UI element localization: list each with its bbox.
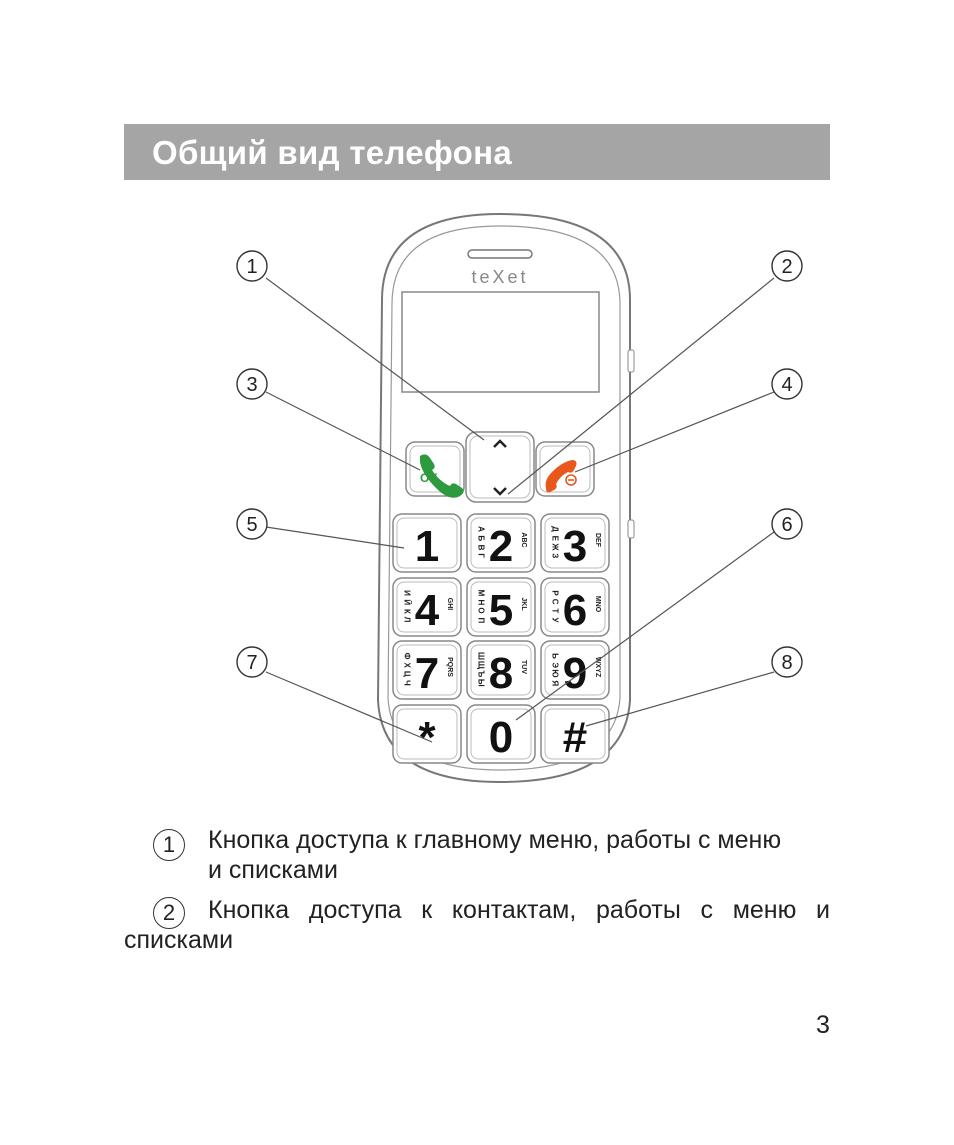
key-cyrillic-letters: Ф Х Ц Ч [402, 652, 412, 686]
svg-text:4: 4 [781, 374, 793, 396]
callout-6 [772, 509, 802, 539]
key-cyrillic-letters: М Н О П [476, 589, 486, 623]
key-7[interactable] [393, 641, 461, 699]
key-cyrillic-letters: Ь Э Ю Я [550, 653, 560, 686]
key-digit: 9 [562, 649, 588, 698]
key-digit: 7 [414, 649, 440, 698]
brand-logo: teXet [471, 267, 529, 287]
key-latin-letters: ABC [520, 532, 527, 548]
key-cyrillic-letters: А Б В Г [476, 526, 486, 559]
earpiece-speaker [468, 250, 532, 258]
key-latin-letters: JKL [520, 597, 527, 611]
svg-text:2: 2 [781, 256, 793, 278]
key-3[interactable] [541, 514, 609, 572]
key-latin-letters: PQRS [446, 657, 453, 677]
key-cyrillic-letters: Ш Щ Ъ Ы [476, 651, 486, 687]
legend-number-2: 2 [153, 897, 185, 929]
key-9[interactable] [541, 641, 609, 699]
page-title: Общий вид телефона [152, 134, 513, 171]
key-latin-letters: MNO [594, 595, 601, 613]
display-screen [402, 292, 599, 392]
key-latin-letters: TUV [520, 660, 527, 674]
key-latin-letters: WXYZ [594, 656, 601, 678]
svg-text:7: 7 [246, 652, 258, 674]
key-digit: * [418, 713, 436, 762]
callout-2 [772, 251, 802, 281]
legend-text-1-line2: и списками [208, 856, 338, 884]
svg-text:6: 6 [781, 514, 793, 536]
key-cyrillic-letters: Р С Т У [550, 590, 560, 623]
key-5[interactable] [467, 578, 535, 636]
callout-1 [237, 251, 267, 281]
ok-label: OK [420, 471, 438, 485]
key-6[interactable] [541, 578, 609, 636]
key-digit: 8 [488, 649, 514, 698]
key-digit: 6 [562, 586, 588, 635]
key-latin-letters: GHI [446, 597, 453, 611]
key-digit: 2 [488, 522, 514, 571]
key-latin-letters: DEF [594, 533, 601, 547]
key-digit: 4 [414, 586, 440, 635]
key-8[interactable] [467, 641, 535, 699]
key-digit: # [562, 713, 588, 762]
callout-8 [772, 647, 802, 677]
callout-7 [237, 647, 267, 677]
page-number: 3 [816, 1011, 830, 1039]
key-cyrillic-letters: И Й К Л [402, 590, 412, 623]
svg-text:8: 8 [781, 652, 793, 674]
callout-4 [772, 369, 802, 399]
legend-text-1-line1: Кнопка доступа к главному меню, работы с меню [208, 826, 782, 854]
key-1[interactable] [393, 514, 461, 572]
callout-3 [237, 369, 267, 399]
key-digit: 5 [488, 586, 514, 635]
key-digit: 1 [414, 522, 440, 571]
callout-5 [237, 509, 267, 539]
legend-text-2-line2: списками [124, 926, 234, 954]
key-4[interactable] [393, 578, 461, 636]
svg-text:5: 5 [246, 514, 258, 536]
key-star[interactable] [393, 705, 461, 763]
legend-number-1: 1 [153, 829, 185, 861]
legend-text-2-line1: Кнопка доступа к контактам, работы с меню и [208, 896, 830, 924]
key-cyrillic-letters: Д Е Ж З [550, 526, 560, 559]
key-digit: 0 [488, 713, 514, 762]
key-hash[interactable] [541, 705, 609, 763]
key-digit: 3 [562, 522, 588, 571]
svg-text:3: 3 [246, 374, 258, 396]
key-2[interactable] [467, 514, 535, 572]
svg-text:1: 1 [246, 256, 258, 278]
